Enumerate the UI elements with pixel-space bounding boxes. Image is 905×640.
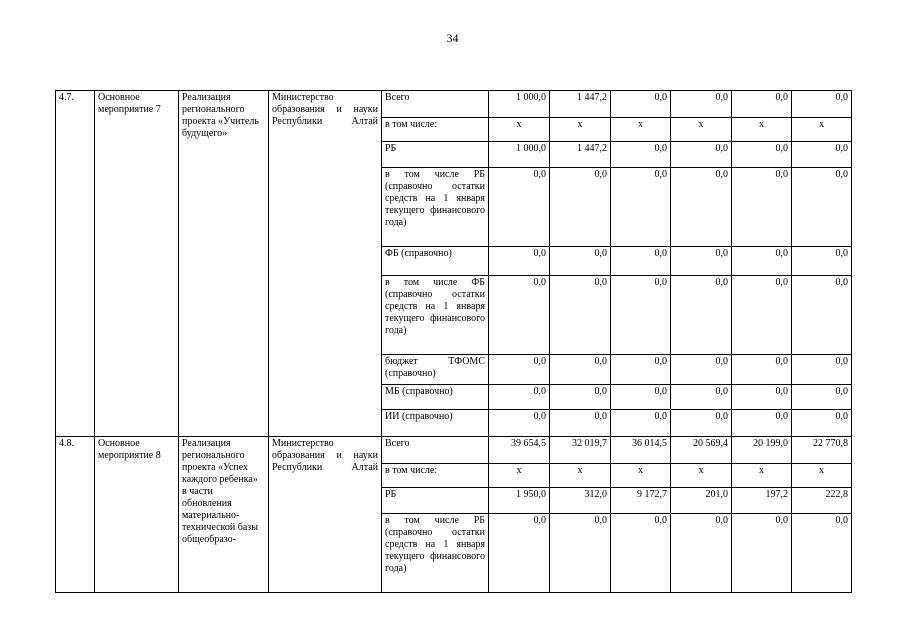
value-cell: x: [732, 464, 792, 488]
value-cell: 20 569,4: [671, 437, 732, 464]
value-cell: 0,0: [489, 410, 550, 437]
value-cell: 0,0: [671, 142, 732, 168]
row-number: 4.7.: [56, 91, 95, 437]
event-type: Основное мероприятие 7: [95, 91, 179, 437]
value-cell: 1 000,0: [489, 142, 550, 168]
value-cell: 0,0: [611, 276, 671, 355]
value-cell: 0,0: [611, 385, 671, 410]
source-label: в том числе ФБ (справочно остатки средств на 1 января текущего финансового года): [382, 276, 489, 355]
value-cell: 0,0: [792, 91, 852, 118]
budget-table: [55, 90, 852, 593]
value-cell: 0,0: [550, 168, 611, 247]
event-name: Реализация регионального проекта «Учитель будущего»: [179, 91, 269, 437]
value-cell: 0,0: [611, 168, 671, 247]
value-cell: 0,0: [489, 247, 550, 276]
value-cell: 39 654,5: [489, 437, 550, 464]
value-cell: 0,0: [550, 385, 611, 410]
value-cell: 0,0: [792, 355, 852, 385]
value-cell: 0,0: [550, 514, 611, 593]
value-cell: x: [611, 464, 671, 488]
source-label: МБ (справочно): [382, 385, 489, 410]
event-name: Реализация регионального проекта «Успех каждого ребенка» в части обновления материально-технической базы общеобразо-: [179, 437, 269, 593]
value-cell: 1 950,0: [489, 488, 550, 514]
value-cell: 1 000,0: [489, 91, 550, 118]
value-cell: x: [792, 118, 852, 142]
value-cell: x: [671, 118, 732, 142]
value-cell: 20 199,0: [732, 437, 792, 464]
page-number: 34: [446, 31, 459, 45]
value-cell: 0,0: [792, 168, 852, 247]
value-cell: 0,0: [792, 514, 852, 593]
value-cell: 36 014,5: [611, 437, 671, 464]
value-cell: 0,0: [732, 168, 792, 247]
table-row: [56, 91, 852, 118]
table-row: [56, 437, 852, 464]
value-cell: 312,0: [550, 488, 611, 514]
source-label: бюджет ТФОМС (справочно): [382, 355, 489, 385]
value-cell: 0,0: [732, 142, 792, 168]
value-cell: 0,0: [671, 247, 732, 276]
value-cell: 0,0: [792, 410, 852, 437]
value-cell: x: [792, 464, 852, 488]
value-cell: 0,0: [550, 410, 611, 437]
source-label: Всего: [382, 91, 489, 118]
source-label: ФБ (справочно): [382, 247, 489, 276]
value-cell: 0,0: [732, 247, 792, 276]
value-cell: 0,0: [732, 91, 792, 118]
source-label: Всего: [382, 437, 489, 464]
value-cell: 0,0: [550, 247, 611, 276]
value-cell: 197,2: [732, 488, 792, 514]
value-cell: 0,0: [732, 276, 792, 355]
value-cell: 0,0: [732, 514, 792, 593]
value-cell: 0,0: [732, 385, 792, 410]
source-label: в том числе РБ (справочно остатки средств на 1 января текущего финансового года): [382, 514, 489, 593]
value-cell: 0,0: [671, 91, 732, 118]
value-cell: 1 447,2: [550, 91, 611, 118]
value-cell: 0,0: [671, 514, 732, 593]
value-cell: 0,0: [550, 276, 611, 355]
executor: Министерство образования и науки Республики Алтай: [269, 437, 382, 593]
value-cell: 0,0: [550, 355, 611, 385]
value-cell: 0,0: [671, 276, 732, 355]
value-cell: 0,0: [732, 410, 792, 437]
value-cell: 201,0: [671, 488, 732, 514]
source-label: РБ: [382, 488, 489, 514]
value-cell: 0,0: [489, 355, 550, 385]
value-cell: 0,0: [611, 247, 671, 276]
value-cell: 0,0: [489, 514, 550, 593]
value-cell: 0,0: [792, 142, 852, 168]
value-cell: 0,0: [792, 385, 852, 410]
executor: Министерство образования и науки Республики Алтай: [269, 91, 382, 437]
value-cell: 0,0: [611, 410, 671, 437]
value-cell: 9 172,7: [611, 488, 671, 514]
value-cell: 0,0: [611, 91, 671, 118]
value-cell: x: [489, 464, 550, 488]
value-cell: 0,0: [792, 247, 852, 276]
value-cell: 0,0: [489, 385, 550, 410]
value-cell: 0,0: [671, 355, 732, 385]
row-number: 4.8.: [56, 437, 95, 593]
source-label: в том числе РБ (справочно остатки средств на 1 января текущего финансового года): [382, 168, 489, 247]
value-cell: x: [550, 118, 611, 142]
value-cell: 0,0: [489, 276, 550, 355]
value-cell: 0,0: [732, 355, 792, 385]
value-cell: 0,0: [671, 410, 732, 437]
source-label: ИИ (справочно): [382, 410, 489, 437]
value-cell: 0,0: [671, 385, 732, 410]
value-cell: 0,0: [611, 355, 671, 385]
value-cell: 32 019,7: [550, 437, 611, 464]
value-cell: x: [732, 118, 792, 142]
value-cell: 22 770,8: [792, 437, 852, 464]
value-cell: 0,0: [792, 276, 852, 355]
value-cell: 0,0: [611, 142, 671, 168]
value-cell: x: [489, 118, 550, 142]
value-cell: 1 447,2: [550, 142, 611, 168]
source-label: в том числе:: [382, 118, 489, 142]
source-label: РБ: [382, 142, 489, 168]
value-cell: 0,0: [489, 168, 550, 247]
value-cell: x: [550, 464, 611, 488]
value-cell: x: [611, 118, 671, 142]
value-cell: x: [671, 464, 732, 488]
value-cell: 0,0: [671, 168, 732, 247]
value-cell: 0,0: [611, 514, 671, 593]
source-label: в том числе:: [382, 464, 489, 488]
value-cell: 222,8: [792, 488, 852, 514]
event-type: Основное мероприятие 8: [95, 437, 179, 593]
